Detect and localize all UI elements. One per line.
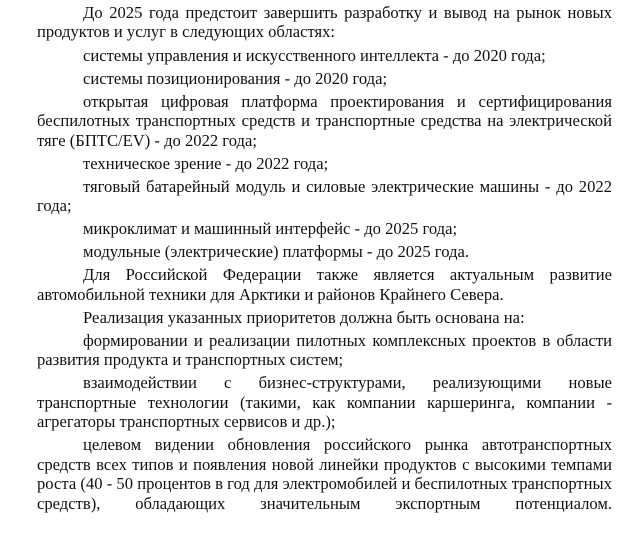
list-item-business: взаимодействии с бизнес-структурами, реализующими новые транспортные технологии (такими, как компании каршеринга, компании - агрегаторы транспортных сервисов и др.); xyxy=(37,373,612,432)
list-item-battery: тяговый батарейный модуль и силовые электрические машины - до 2022 года; xyxy=(37,176,612,216)
list-item-digital-platform: открытая цифровая платформа проектирования и сертифицирования беспилотных транспортных средств и транспортные средства на электрической тяге (БПТС/EV) - до 2022 года; xyxy=(37,91,612,150)
paragraph-intro: До 2025 года предстоит завершить разработку и вывод на рынок новых продуктов и услуг в следующих областях: xyxy=(37,3,612,42)
list-item-climate: микроклимат и машинный интерфейс - до 2025 года; xyxy=(83,219,458,239)
list-item-pilot-projects: формировании и реализации пилотных комплексных проектов в области развития продукта и транспортных систем; xyxy=(37,330,612,370)
list-item-vision: техническое зрение - до 2022 года; xyxy=(83,153,329,173)
list-item-modular: модульные (электрические) платформы - до 2025 года. xyxy=(83,242,469,262)
list-item-market-vision: целевом видении обновления российского рынка автотранспортных средств всех типов и появления новой линейки продуктов с высокими темпами роста (40 - 50 процентов в год для электромобилей и беспилотных транспортных средств), обладающих значительным экспортным потенциалом. xyxy=(37,435,612,513)
list-item-positioning: системы позиционирования - до 2020 года; xyxy=(83,68,388,88)
paragraph-priorities: Реализация указанных приоритетов должна быть основана на: xyxy=(83,307,525,327)
paragraph-arctic: Для Российской Федерации также является актуальным развитие автомобильной техники для Арктики и районов Крайнего Севера. xyxy=(37,265,612,304)
list-item-control-ai: системы управления и искусственного интеллекта - до 2020 года; xyxy=(83,45,546,65)
